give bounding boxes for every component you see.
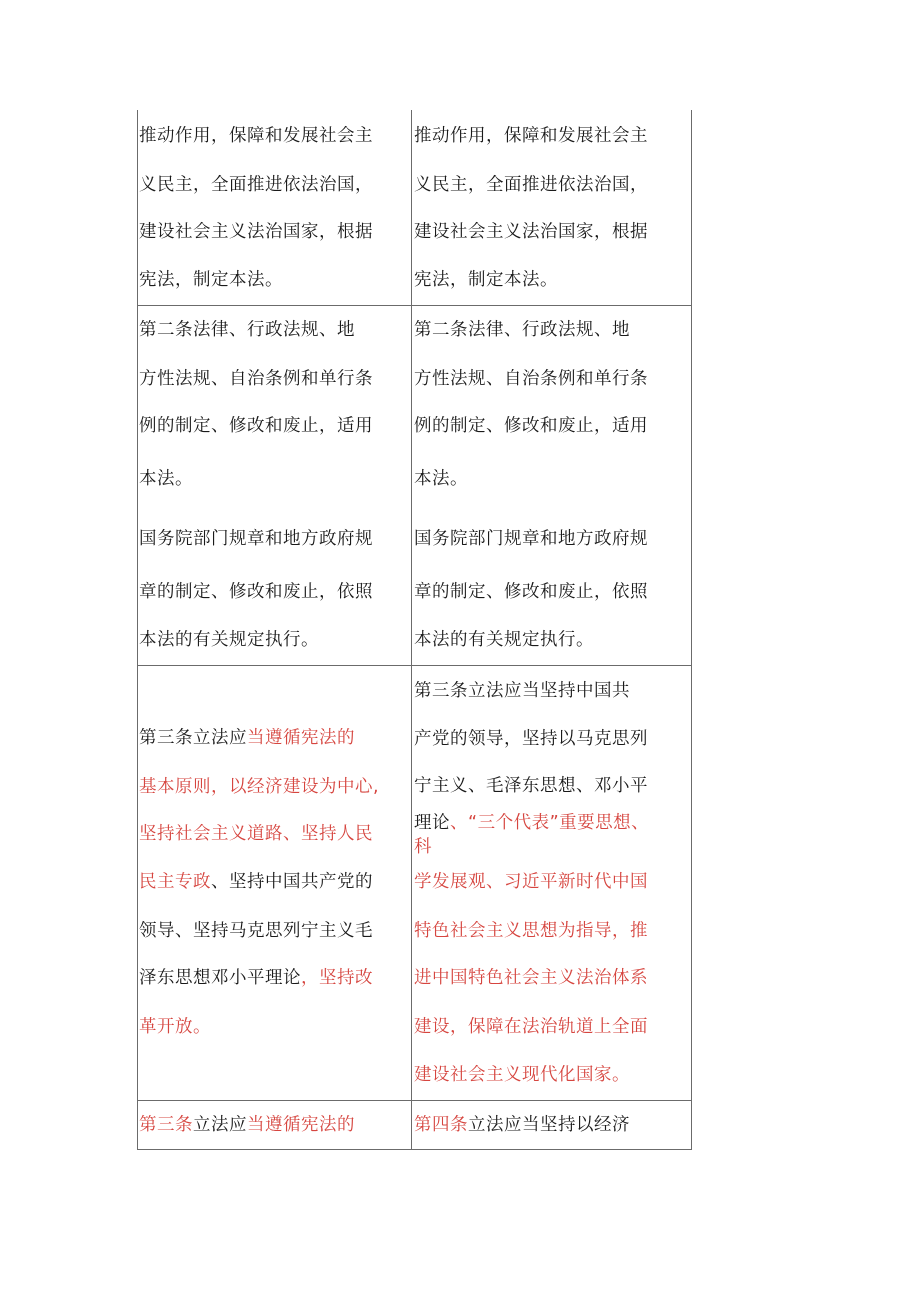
table-cell-line: 义民主，全面推进依法治国， — [414, 175, 648, 195]
comparison-table — [137, 110, 692, 1150]
table-cell-line: 义民主，全面推进依法治国， — [139, 175, 373, 195]
row-divider — [137, 305, 692, 306]
table-cell-line: 坚持社会主义道路、坚持人民 — [139, 824, 373, 844]
table-cell-line: 推动作用，保障和发展社会主 — [414, 126, 648, 146]
text-run: 、坚持中国共产党的 — [211, 872, 373, 892]
table-cell-line — [414, 812, 649, 834]
table-cell-line: 建设，保障在法治轨道上全面 — [414, 1017, 648, 1037]
table-cell-line: 本法。 — [139, 469, 193, 489]
text-run-highlight: 、“三个代表”重要思想、 — [450, 813, 650, 833]
table-cell-line — [139, 967, 373, 989]
table-cell-line: 第二条法律、行政法规、地 — [139, 320, 355, 340]
table-cell-line: 革开放。 — [139, 1017, 211, 1037]
table-border-right — [691, 110, 692, 1150]
text-run-highlight: ，坚持改 — [301, 968, 373, 988]
table-cell-line: 方性法规、自治条例和单行条 — [414, 369, 648, 389]
table-border-bottom — [137, 1149, 692, 1150]
table-cell-line: 基本原则，以经济建设为中心, — [139, 777, 380, 797]
table-cell-line: 本法的有关规定执行。 — [414, 630, 594, 650]
table-cell-line: 推动作用，保障和发展社会主 — [139, 126, 373, 146]
row-divider — [137, 665, 692, 666]
text-run-highlight: 民主专政 — [139, 872, 211, 892]
table-cell-line — [414, 1114, 630, 1136]
table-cell-line: 国务院部门规章和地方政府规 — [414, 529, 648, 549]
text-run-highlight: 第四条 — [414, 1115, 468, 1135]
table-cell-line: 章的制定、修改和废止，依照 — [414, 582, 648, 602]
table-cell-line: 特色社会主义思想为指导，推 — [414, 921, 648, 941]
table-cell-line: 例的制定、修改和废止，适用 — [414, 416, 648, 436]
table-cell-line: 方性法规、自治条例和单行条 — [139, 369, 373, 389]
table-border-left — [137, 110, 138, 1150]
text-run: 立法应 — [193, 1115, 247, 1135]
table-border-middle — [411, 110, 412, 1150]
text-run: 理论 — [414, 813, 450, 833]
text-run: 泽东思想邓小平理论 — [139, 968, 301, 988]
text-run-highlight: 当遵循宪法的 — [247, 1115, 355, 1135]
table-cell-line: 宪法，制定本法。 — [139, 270, 283, 290]
text-run: 第三条立法应 — [139, 728, 247, 748]
table-cell-line: 第二条法律、行政法规、地 — [414, 320, 630, 340]
table-cell-line: 国务院部门规章和地方政府规 — [139, 529, 373, 549]
table-cell-line: 建设社会主义现代化国家。 — [414, 1065, 630, 1085]
table-cell-line: 宪法，制定本法。 — [414, 270, 558, 290]
text-run-highlight: 第三条 — [139, 1115, 193, 1135]
table-cell-line: 建设社会主义法治国家，根据 — [139, 222, 373, 242]
table-cell-line: 进中国特色社会主义法治体系 — [414, 968, 648, 988]
table-cell-line: 第三条立法应当坚持中国共 — [414, 681, 630, 701]
table-cell-line — [139, 871, 373, 893]
table-cell-line: 本法的有关规定执行。 — [139, 630, 319, 650]
table-cell-line: 科 — [414, 837, 432, 857]
table-cell-line: 建设社会主义法治国家，根据 — [414, 222, 648, 242]
table-cell-line: 例的制定、修改和废止，适用 — [139, 416, 373, 436]
table-cell-line — [139, 727, 355, 749]
row-divider — [137, 1100, 692, 1101]
table-cell-line: 章的制定、修改和废止，依照 — [139, 582, 373, 602]
table-cell-line — [139, 1114, 355, 1136]
table-cell-line: 学发展观、习近平新时代中国 — [414, 872, 648, 892]
table-cell-line: 产党的领导，坚持以马克思列 — [414, 729, 648, 749]
text-run: 立法应当坚持以经济 — [468, 1115, 630, 1135]
table-cell-line: 领导、坚持马克思列宁主义毛 — [139, 921, 373, 941]
table-cell-line: 本法。 — [414, 469, 468, 489]
table-cell-line: 宁主义、毛泽东思想、邓小平 — [414, 776, 648, 796]
text-run-highlight: 当遵循宪法的 — [247, 728, 355, 748]
